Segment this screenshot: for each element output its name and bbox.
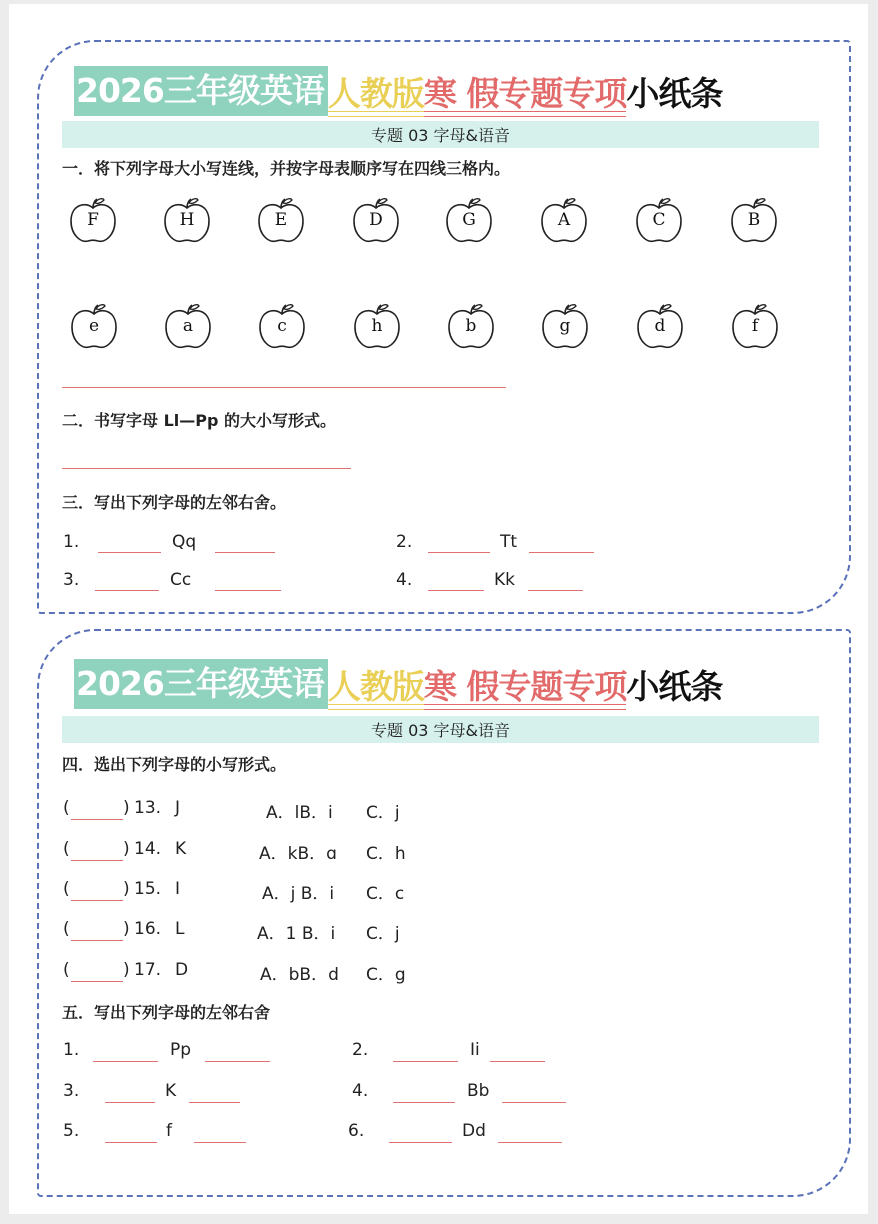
s4-question-number: 13. — [134, 798, 162, 818]
s4-option-c[interactable]: C．j — [366, 924, 400, 944]
s5-item-letter: Pp — [170, 1040, 192, 1060]
s4-option-ab[interactable]: A．bB．d — [260, 965, 339, 985]
card1-subtitle: 专题 03 字母&语音 — [62, 121, 819, 148]
section1-title: 一．将下列字母大小写连线，并按字母表顺序写在四线三格内。 — [62, 159, 511, 178]
s5-blank-left[interactable] — [389, 1142, 452, 1143]
s3-item-letter: Qq — [172, 532, 197, 552]
s4-question-letter: L — [175, 919, 185, 939]
s4-paren-close: ) — [123, 960, 130, 980]
s4-answer-blank[interactable] — [71, 940, 123, 941]
s3-item-number: 2. — [396, 532, 413, 552]
section3-title: 三．写出下列字母的左邻右舍。 — [62, 493, 287, 512]
apple-upper[interactable]: C — [634, 197, 684, 245]
s4-answer-blank[interactable] — [71, 900, 123, 901]
s4-question-number: 15. — [134, 879, 162, 899]
s4-option-ab[interactable]: A．lB．i — [266, 803, 333, 823]
title-grade: 2026三年级英语 — [74, 659, 328, 709]
s3-blank-left[interactable] — [98, 552, 161, 553]
section5-title: 五．写出下列字母的左邻右舍 — [62, 1003, 271, 1022]
apple-upper[interactable]: B — [729, 197, 779, 245]
apple-lower[interactable]: a — [163, 303, 213, 351]
s4-paren-open: ( — [63, 960, 70, 980]
s4-question-number: 14. — [134, 839, 162, 859]
s5-item-number: 5. — [63, 1121, 80, 1141]
note-card-2 — [37, 629, 851, 1197]
apple-lower[interactable]: d — [635, 303, 685, 351]
section4-title: 四．选出下列字母的小写形式。 — [62, 755, 287, 774]
s5-blank-left[interactable] — [105, 1102, 155, 1103]
s3-blank-right[interactable] — [528, 590, 583, 591]
s5-blank-right[interactable] — [189, 1102, 240, 1103]
section2-answer-line[interactable] — [62, 468, 351, 469]
s5-blank-right[interactable] — [194, 1142, 246, 1143]
s5-item-number: 4. — [352, 1081, 369, 1101]
section2-title: 二．书写字母 Ll—Pp 的大小写形式。 — [62, 411, 337, 430]
s3-item-letter: Cc — [170, 570, 192, 590]
section1-answer-line[interactable] — [62, 387, 506, 388]
s3-item-letter: Kk — [494, 570, 515, 590]
s5-blank-left[interactable] — [105, 1142, 157, 1143]
s4-paren-close: ) — [123, 798, 130, 818]
title-topic: 寒 假专题专项 — [424, 661, 627, 708]
s4-question-letter: K — [175, 839, 187, 859]
s4-paren-close: ) — [123, 879, 130, 899]
s5-item-number: 1. — [63, 1040, 80, 1060]
apple-upper[interactable]: F — [68, 197, 118, 245]
s4-paren-close: ) — [123, 839, 130, 859]
title-edition: 人教版 — [328, 68, 424, 115]
title-notes: 小纸条 — [626, 666, 723, 706]
apple-upper[interactable]: A — [539, 197, 589, 245]
s3-blank-left[interactable] — [428, 590, 484, 591]
s3-item-number: 1. — [63, 532, 80, 552]
s5-blank-right[interactable] — [490, 1061, 545, 1062]
s4-answer-blank[interactable] — [71, 981, 123, 982]
s4-paren-close: ) — [123, 919, 130, 939]
s4-question-number: 16. — [134, 919, 162, 939]
apple-lower[interactable]: c — [257, 303, 307, 351]
s5-item-letter: Dd — [462, 1121, 486, 1141]
s4-option-ab[interactable]: A．1 B．i — [257, 924, 336, 944]
s5-blank-right[interactable] — [205, 1061, 270, 1062]
s5-blank-right[interactable] — [502, 1102, 566, 1103]
s4-option-c[interactable]: C．c — [366, 884, 405, 904]
card2-subtitle: 专题 03 字母&语音 — [62, 716, 819, 743]
s3-item-letter: Tt — [500, 532, 518, 552]
card2-title — [74, 659, 722, 709]
s4-paren-open: ( — [63, 879, 70, 899]
apple-lower[interactable]: b — [446, 303, 496, 351]
s5-blank-left[interactable] — [393, 1102, 455, 1103]
s5-item-number: 6. — [348, 1121, 365, 1141]
s5-item-number: 2. — [352, 1040, 369, 1060]
s4-answer-blank[interactable] — [71, 819, 123, 820]
apple-lower[interactable]: g — [540, 303, 590, 351]
s4-question-letter: J — [175, 798, 181, 818]
s5-blank-right[interactable] — [498, 1142, 562, 1143]
title-grade: 2026三年级英语 — [74, 66, 328, 116]
s4-paren-open: ( — [63, 919, 70, 939]
s4-option-c[interactable]: C．g — [366, 965, 406, 985]
s4-question-letter: I — [175, 879, 181, 899]
apple-lower[interactable]: e — [69, 303, 119, 351]
apple-upper[interactable]: G — [444, 197, 494, 245]
apple-lower[interactable]: f — [730, 303, 780, 351]
s5-blank-left[interactable] — [93, 1061, 158, 1062]
s5-item-letter: f — [166, 1121, 172, 1141]
s4-paren-open: ( — [63, 798, 70, 818]
s5-item-letter: Ii — [470, 1040, 480, 1060]
s3-blank-right[interactable] — [215, 552, 275, 553]
s3-blank-right[interactable] — [215, 590, 281, 591]
s4-question-letter: D — [175, 960, 189, 980]
s5-item-letter: Bb — [467, 1081, 490, 1101]
s4-option-c[interactable]: C．j — [366, 803, 400, 823]
s4-paren-open: ( — [63, 839, 70, 859]
title-edition: 人教版 — [328, 661, 424, 708]
s4-option-ab[interactable]: A．kB．ɑ — [259, 844, 337, 864]
s3-item-number: 4. — [396, 570, 413, 590]
title-notes: 小纸条 — [626, 73, 723, 113]
s3-blank-left[interactable] — [428, 552, 490, 553]
s5-item-number: 3. — [63, 1081, 80, 1101]
s5-blank-left[interactable] — [393, 1061, 458, 1062]
title-topic: 寒 假专题专项 — [424, 68, 627, 115]
apple-upper[interactable]: E — [256, 197, 306, 245]
apple-upper[interactable]: D — [351, 197, 401, 245]
s3-blank-right[interactable] — [529, 552, 594, 553]
s3-blank-left[interactable] — [95, 590, 159, 591]
apple-upper[interactable]: H — [162, 197, 212, 245]
s5-item-letter: K — [165, 1081, 177, 1101]
card1-title — [74, 66, 722, 116]
s4-option-c[interactable]: C．h — [366, 844, 406, 864]
s4-answer-blank[interactable] — [71, 860, 123, 861]
s4-question-number: 17. — [134, 960, 162, 980]
s4-option-ab[interactable]: A．j B．i — [262, 884, 335, 904]
apple-lower[interactable]: h — [352, 303, 402, 351]
s3-item-number: 3. — [63, 570, 80, 590]
